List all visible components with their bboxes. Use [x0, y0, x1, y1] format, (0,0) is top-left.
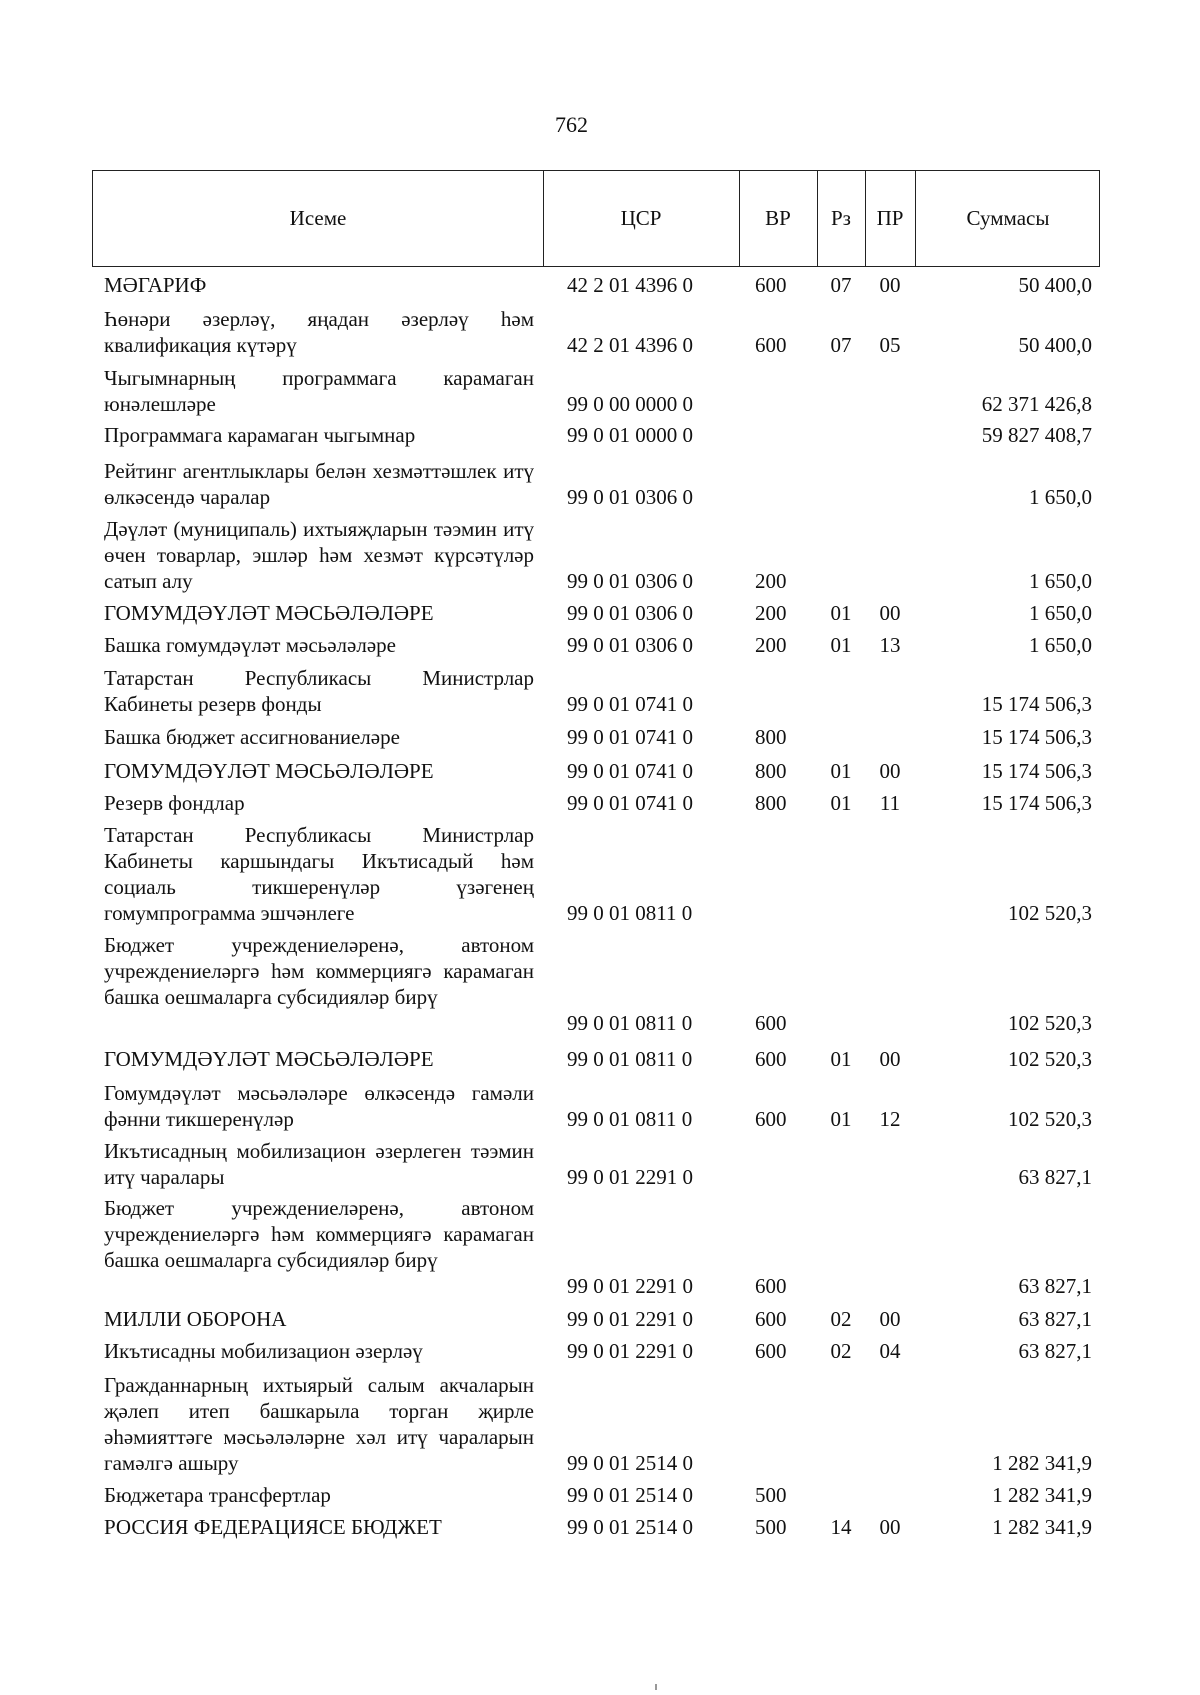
row-name: Чыгымнарның программага карамаган юнәлешләре — [104, 366, 534, 416]
row-csr: 42 2 01 4396 0 — [567, 333, 693, 357]
row-vr: 600 — [755, 333, 787, 357]
row-pr: 00 — [879, 1047, 901, 1071]
row-name: РОССИЯ ФЕДЕРАЦИЯСЕ БЮДЖЕТ — [104, 1515, 442, 1539]
row-name: МИЛЛИ ОБОРОНА — [104, 1307, 287, 1331]
row-name: Башка гомумдәүләт мәсьәләләре — [104, 633, 396, 657]
row-csr: 99 0 01 0811 0 — [567, 901, 693, 925]
row-name: Гражданнарның ихтыярый салым акчаларын җәлеп итеп башкарыла торган җирле әһәмияттәге мәсьәләләрне хәл итү чараларын гамәлгә ашыру — [104, 1373, 534, 1475]
row-rz: 14 — [830, 1515, 852, 1539]
header-pr: ПР — [876, 206, 904, 230]
row-csr: 99 0 01 0741 0 — [567, 759, 693, 783]
row-pr: 12 — [879, 1107, 901, 1131]
row-name: МӘГАРИФ — [104, 273, 207, 297]
row-sum: 1 650,0 — [1029, 569, 1092, 593]
row-csr: 99 0 01 0306 0 — [567, 601, 693, 625]
row-sum: 50 400,0 — [1018, 333, 1092, 357]
row-sum: 102 520,3 — [1008, 901, 1092, 925]
row-rz: 01 — [830, 633, 852, 657]
row-sum: 62 371 426,8 — [981, 392, 1092, 416]
row-vr: 200 — [755, 633, 787, 657]
row-vr: 600 — [755, 273, 787, 297]
row-sum: 1 282 341,9 — [992, 1483, 1092, 1507]
scan-mark — [655, 1684, 657, 1690]
row-pr: 04 — [879, 1339, 901, 1363]
row-pr: 00 — [879, 273, 901, 297]
row-rz: 02 — [830, 1307, 852, 1331]
row-csr: 99 0 01 2514 0 — [567, 1483, 693, 1507]
row-csr: 99 0 01 2514 0 — [567, 1515, 693, 1539]
row-rz: 07 — [830, 273, 852, 297]
row-rz: 07 — [830, 333, 852, 357]
row-pr: 00 — [879, 1307, 901, 1331]
row-vr: 600 — [755, 1047, 787, 1071]
row-csr: 99 0 01 2514 0 — [567, 1451, 693, 1475]
row-name: Икътисадның мобилизацион әзерлеген тәэмин итү чаралары — [104, 1139, 534, 1189]
table-header — [92, 170, 1100, 267]
row-sum: 1 650,0 — [1029, 601, 1092, 625]
row-csr: 99 0 01 0811 0 — [567, 1011, 693, 1035]
row-sum: 1 650,0 — [1029, 633, 1092, 657]
row-pr: 00 — [879, 1515, 901, 1539]
row-sum: 15 174 506,3 — [981, 759, 1092, 783]
row-name: Татарстан Республикасы Министрлар Кабинеты каршындагы Икътисадый һәм социаль тикшеренүләр үзәгенең гомумпрограмма эшчәнлеге — [104, 823, 534, 925]
row-csr: 99 0 01 0306 0 — [567, 485, 693, 509]
row-vr: 600 — [755, 1274, 787, 1298]
row-sum: 63 827,1 — [1018, 1165, 1092, 1189]
row-vr: 600 — [755, 1339, 787, 1363]
row-name: Татарстан Республикасы Министрлар Кабинеты резерв фонды — [104, 666, 534, 716]
row-rz: 01 — [830, 1047, 852, 1071]
row-name: Икътисадны мобилизацион әзерләү — [104, 1339, 423, 1363]
row-vr: 500 — [755, 1483, 787, 1507]
row-vr: 600 — [755, 1011, 787, 1035]
row-sum: 1 282 341,9 — [992, 1451, 1092, 1475]
row-pr: 11 — [879, 791, 901, 815]
header-csr: ЦСР — [620, 206, 662, 230]
row-sum: 102 520,3 — [1008, 1047, 1092, 1071]
row-name: Башка бюджет ассигнованиеләре — [104, 725, 400, 749]
row-sum: 59 827 408,7 — [981, 423, 1092, 447]
row-pr: 13 — [879, 633, 901, 657]
row-name: Программага карамаган чыгымнар — [104, 423, 416, 447]
header-name: Исеме — [289, 206, 347, 230]
row-rz: 02 — [830, 1339, 852, 1363]
row-pr: 00 — [879, 759, 901, 783]
row-csr: 99 0 01 0741 0 — [567, 725, 693, 749]
row-sum: 1 282 341,9 — [992, 1515, 1092, 1539]
header-vr: ВР — [765, 206, 791, 230]
row-csr: 99 0 01 0741 0 — [567, 692, 693, 716]
row-name: Гомумдәүләт мәсьәләләре өлкәсендә гамәли фәнни тикшеренүләр — [104, 1081, 534, 1131]
page-number: 762 — [555, 112, 588, 137]
row-vr: 800 — [755, 791, 787, 815]
row-sum: 63 827,1 — [1018, 1339, 1092, 1363]
header-sum: Суммасы — [966, 206, 1050, 230]
row-vr: 200 — [755, 601, 787, 625]
row-name: Бюджет учреждениеләренә, автоном учреждениеләргә һәм коммерциягә карамаган башка оешмаларга субсидияләр бирү — [104, 1196, 534, 1272]
row-sum: 15 174 506,3 — [981, 791, 1092, 815]
row-sum: 63 827,1 — [1018, 1307, 1092, 1331]
row-pr: 00 — [879, 601, 901, 625]
row-name: Дәүләт (муниципаль) ихтыяҗларын тәэмин итү өчен товарлар, эшләр һәм хезмәт күрсәтүләр сатып алу — [104, 517, 534, 593]
row-csr: 99 0 01 0306 0 — [567, 569, 693, 593]
row-vr: 500 — [755, 1515, 787, 1539]
row-rz: 01 — [830, 1107, 852, 1131]
row-pr: 05 — [879, 333, 901, 357]
row-rz: 01 — [830, 759, 852, 783]
row-vr: 600 — [755, 1107, 787, 1131]
row-sum: 102 520,3 — [1008, 1107, 1092, 1131]
row-name: ГОМУМДӘҮЛӘТ МӘСЬӘЛӘЛӘРЕ — [104, 759, 434, 783]
row-csr: 99 0 01 2291 0 — [567, 1307, 693, 1331]
row-vr: 600 — [755, 1307, 787, 1331]
row-csr: 99 0 01 0000 0 — [567, 423, 693, 447]
row-sum: 15 174 506,3 — [981, 725, 1092, 749]
row-csr: 99 0 01 2291 0 — [567, 1165, 693, 1189]
row-csr: 99 0 01 2291 0 — [567, 1274, 693, 1298]
row-name: Бюджетара трансфертлар — [104, 1483, 331, 1507]
row-sum: 50 400,0 — [1018, 273, 1092, 297]
row-csr: 99 0 01 0811 0 — [567, 1107, 693, 1131]
row-vr: 200 — [755, 569, 787, 593]
row-csr: 99 0 01 2291 0 — [567, 1339, 693, 1363]
row-csr: 99 0 01 0811 0 — [567, 1047, 693, 1071]
row-csr: 42 2 01 4396 0 — [567, 273, 693, 297]
row-sum: 1 650,0 — [1029, 485, 1092, 509]
row-csr: 99 0 01 0741 0 — [567, 791, 693, 815]
row-name: Резерв фондлар — [104, 791, 245, 815]
row-sum: 63 827,1 — [1018, 1274, 1092, 1298]
row-rz: 01 — [830, 601, 852, 625]
row-name: Бюджет учреждениеләренә, автоном учреждениеләргә һәм коммерциягә карамаган башка оешмаларга субсидияләр бирү — [104, 933, 534, 1009]
row-name: Рейтинг агентлыклары белән хезмәттәшлек итү өлкәсендә чаралар — [104, 459, 534, 509]
row-sum: 102 520,3 — [1008, 1011, 1092, 1035]
row-name: Һөнәри әзерләү, яңадан әзерләү һәм квалификация күтәрү — [104, 307, 534, 357]
row-csr: 99 0 00 0000 0 — [567, 392, 693, 416]
row-rz: 01 — [830, 791, 852, 815]
row-name: ГОМУМДӘҮЛӘТ МӘСЬӘЛӘЛӘРЕ — [104, 601, 434, 625]
row-sum: 15 174 506,3 — [981, 692, 1092, 716]
row-vr: 800 — [755, 759, 787, 783]
row-csr: 99 0 01 0306 0 — [567, 633, 693, 657]
header-rz: Рз — [831, 206, 851, 230]
row-vr: 800 — [755, 725, 787, 749]
row-name: ГОМУМДӘҮЛӘТ МӘСЬӘЛӘЛӘРЕ — [104, 1047, 434, 1071]
